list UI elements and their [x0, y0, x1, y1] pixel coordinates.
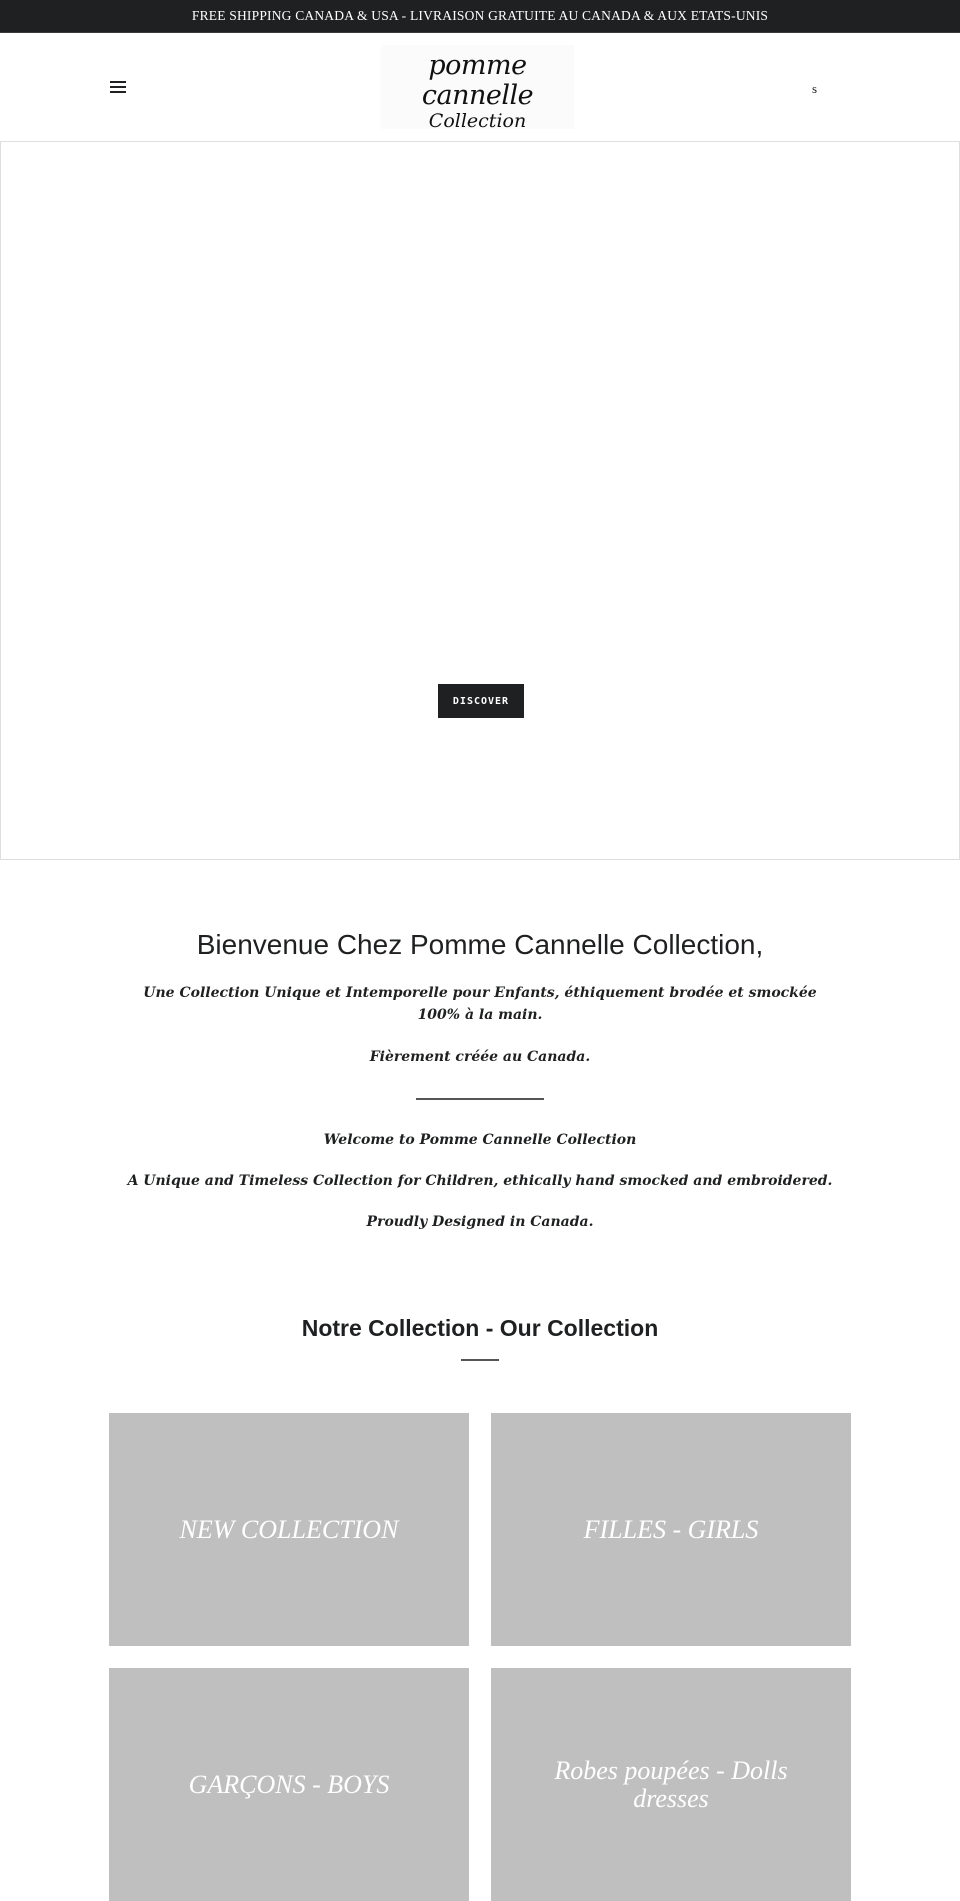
en-proud-text: Proudly Designed in Canada. [366, 1214, 594, 1230]
collection-tile-boys[interactable] [109, 1668, 469, 1901]
tile-label: GARÇONS - BOYS [188, 1769, 390, 1799]
menu-button[interactable] [110, 79, 130, 95]
tile-label: Robes poupées - Dolls dresses [554, 1755, 788, 1813]
en-welcome: Welcome to Pomme Cannelle Collection [323, 1132, 637, 1148]
collection-tile-girls[interactable] [491, 1413, 851, 1646]
cart-link[interactable]: s [812, 81, 818, 96]
hero-slideshow [0, 141, 960, 860]
collection-tile-new-collection[interactable] [109, 1413, 469, 1646]
tile-label: FILLES - GIRLS [583, 1514, 759, 1544]
discover-button[interactable]: DISCOVER [438, 684, 524, 718]
collection-tile-dolls-dresses[interactable] [491, 1668, 851, 1901]
logo-brand-name: pomme cannelle [421, 50, 534, 111]
fr-proud-text: Fièrement créée au Canada. [369, 1049, 591, 1065]
site-logo[interactable] [381, 45, 574, 132]
collection-title-divider [461, 1359, 499, 1361]
section-divider [416, 1098, 544, 1100]
hamburger-icon-line [110, 86, 126, 88]
fr-tagline: Une Collection Unique et Intemporelle pour Enfants, éthiquement brodée et smockée 100% à la main. [143, 985, 817, 1023]
announcement-bar [0, 0, 960, 33]
hamburger-icon-line [110, 91, 126, 93]
tile-label: NEW COLLECTION [179, 1514, 399, 1544]
welcome-section [0, 920, 960, 1230]
welcome-title: Bienvenue Chez Pomme Cannelle Collection, [196, 929, 764, 960]
logo-subtitle: Collection [428, 110, 527, 132]
hamburger-icon [110, 81, 126, 83]
site-header [0, 33, 960, 141]
announcement-text: FREE SHIPPING CANADA & USA - LIVRAISON GRATUITE AU CANADA & AUX ETATS-UNIS [191, 8, 769, 23]
en-tagline: A Unique and Timeless Collection for Children, ethically hand smocked and embroidered. [127, 1173, 833, 1189]
collection-title: Notre Collection - Our Collection [301, 1315, 659, 1341]
